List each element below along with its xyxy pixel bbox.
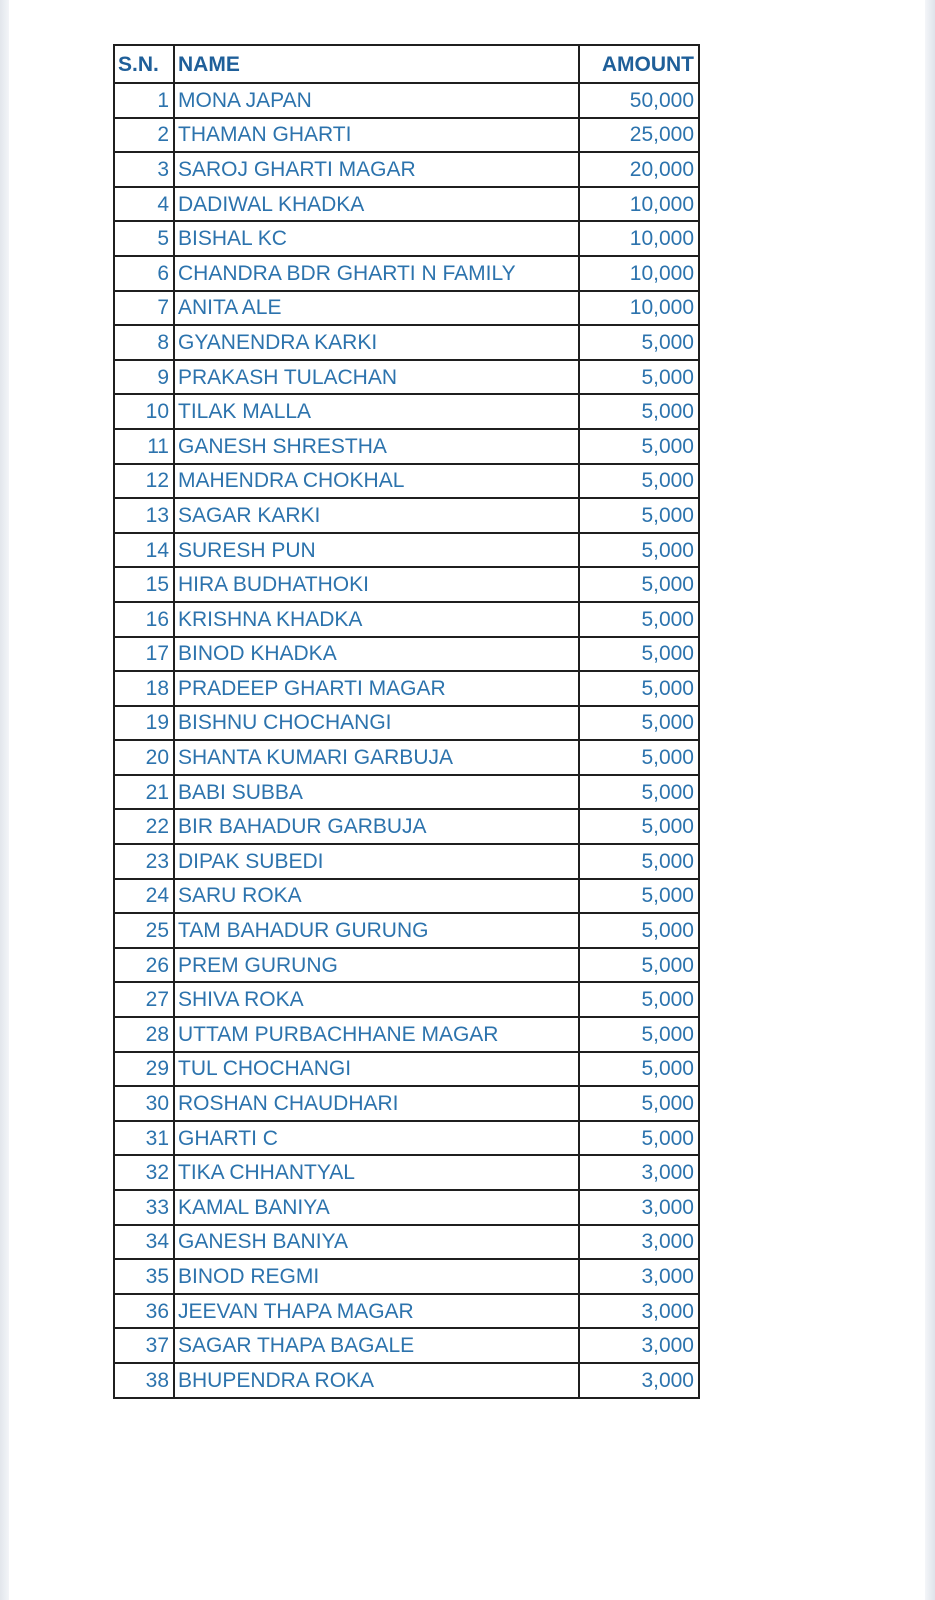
table-row <box>114 1086 699 1121</box>
donor-name-cell: DADIWAL KHADKA <box>174 187 579 222</box>
amount-cell: 5,000 <box>579 913 699 948</box>
table-row <box>114 498 699 533</box>
serial-number-cell: 28 <box>114 1017 174 1052</box>
serial-number-cell: 30 <box>114 1086 174 1121</box>
donor-name-cell: BHUPENDRA ROKA <box>174 1363 579 1398</box>
amount-cell: 5,000 <box>579 879 699 914</box>
table-row <box>114 1052 699 1087</box>
amount-cell: 10,000 <box>579 187 699 222</box>
table-row <box>114 291 699 326</box>
amount-cell: 5,000 <box>579 740 699 775</box>
donor-name-cell: TAM BAHADUR GURUNG <box>174 913 579 948</box>
table-row <box>114 464 699 499</box>
donor-name-cell: MAHENDRA CHOKHAL <box>174 464 579 499</box>
serial-number-cell: 15 <box>114 567 174 602</box>
serial-number-cell: 5 <box>114 221 174 256</box>
amount-cell: 5,000 <box>579 706 699 741</box>
name-column-header: NAME <box>174 45 579 83</box>
serial-number-cell: 36 <box>114 1294 174 1329</box>
donor-name-cell: KRISHNA KHADKA <box>174 602 579 637</box>
table-row <box>114 429 699 464</box>
donor-name-cell: GANESH BANIYA <box>174 1225 579 1260</box>
donor-name-cell: MONA JAPAN <box>174 83 579 118</box>
table-row <box>114 775 699 810</box>
table-row <box>114 152 699 187</box>
table-row <box>114 1259 699 1294</box>
amount-cell: 20,000 <box>579 152 699 187</box>
donor-name-cell: TUL CHOCHANGI <box>174 1052 579 1087</box>
table-row <box>114 221 699 256</box>
amount-cell: 5,000 <box>579 844 699 879</box>
donor-name-cell: BINOD REGMI <box>174 1259 579 1294</box>
amount-cell: 5,000 <box>579 533 699 568</box>
serial-number-cell: 16 <box>114 602 174 637</box>
serial-number-cell: 9 <box>114 360 174 395</box>
amount-cell: 5,000 <box>579 775 699 810</box>
amount-cell: 3,000 <box>579 1363 699 1398</box>
amount-column-header: AMOUNT <box>579 45 699 83</box>
serial-number-cell: 13 <box>114 498 174 533</box>
serial-number-cell: 18 <box>114 671 174 706</box>
amount-cell: 5,000 <box>579 948 699 983</box>
header-row <box>114 45 699 83</box>
table-row <box>114 325 699 360</box>
left-page-edge <box>0 0 9 1600</box>
serial-number-cell: 8 <box>114 325 174 360</box>
serial-number-cell: 33 <box>114 1190 174 1225</box>
donor-name-cell: BINOD KHADKA <box>174 637 579 672</box>
table-row <box>114 637 699 672</box>
amount-cell: 3,000 <box>579 1259 699 1294</box>
amount-cell: 3,000 <box>579 1155 699 1190</box>
serial-number-cell: 25 <box>114 913 174 948</box>
serial-number-cell: 35 <box>114 1259 174 1294</box>
amount-cell: 5,000 <box>579 429 699 464</box>
amount-cell: 5,000 <box>579 394 699 429</box>
amount-cell: 5,000 <box>579 360 699 395</box>
table-row <box>114 256 699 291</box>
serial-number-cell: 34 <box>114 1225 174 1260</box>
table-row <box>114 706 699 741</box>
table-row <box>114 83 699 118</box>
table-row <box>114 913 699 948</box>
donor-name-cell: GYANENDRA KARKI <box>174 325 579 360</box>
donor-name-cell: GANESH SHRESTHA <box>174 429 579 464</box>
table-row <box>114 844 699 879</box>
table-row <box>114 948 699 983</box>
donor-name-cell: SURESH PUN <box>174 533 579 568</box>
sn-column-header: S.N. <box>114 45 174 83</box>
serial-number-cell: 24 <box>114 879 174 914</box>
table-row <box>114 1190 699 1225</box>
amount-cell: 5,000 <box>579 1052 699 1087</box>
donor-name-cell: PREM GURUNG <box>174 948 579 983</box>
amount-cell: 10,000 <box>579 256 699 291</box>
serial-number-cell: 31 <box>114 1121 174 1156</box>
serial-number-cell: 26 <box>114 948 174 983</box>
amount-cell: 10,000 <box>579 221 699 256</box>
serial-number-cell: 6 <box>114 256 174 291</box>
serial-number-cell: 11 <box>114 429 174 464</box>
table-body <box>114 83 699 1398</box>
donor-name-cell: ANITA ALE <box>174 291 579 326</box>
serial-number-cell: 14 <box>114 533 174 568</box>
serial-number-cell: 2 <box>114 118 174 153</box>
donor-name-cell: PRAKASH TULACHAN <box>174 360 579 395</box>
donor-name-cell: KAMAL BANIYA <box>174 1190 579 1225</box>
table-row <box>114 602 699 637</box>
donor-name-cell: BIR BAHADUR GARBUJA <box>174 809 579 844</box>
table-row <box>114 1294 699 1329</box>
amount-cell: 5,000 <box>579 671 699 706</box>
serial-number-cell: 32 <box>114 1155 174 1190</box>
table-row <box>114 671 699 706</box>
serial-number-cell: 29 <box>114 1052 174 1087</box>
amount-cell: 5,000 <box>579 325 699 360</box>
table-row <box>114 1225 699 1260</box>
table-row <box>114 118 699 153</box>
amount-cell: 5,000 <box>579 1121 699 1156</box>
table-row <box>114 740 699 775</box>
serial-number-cell: 21 <box>114 775 174 810</box>
serial-number-cell: 22 <box>114 809 174 844</box>
donor-name-cell: SAGAR KARKI <box>174 498 579 533</box>
amount-cell: 5,000 <box>579 1017 699 1052</box>
amount-cell: 10,000 <box>579 291 699 326</box>
amount-cell: 5,000 <box>579 1086 699 1121</box>
serial-number-cell: 1 <box>114 83 174 118</box>
amount-cell: 5,000 <box>579 602 699 637</box>
donor-name-cell: DIPAK SUBEDI <box>174 844 579 879</box>
table-row <box>114 1017 699 1052</box>
donor-name-cell: SHIVA ROKA <box>174 982 579 1017</box>
donor-name-cell: BABI SUBBA <box>174 775 579 810</box>
donor-name-cell: SAGAR THAPA BAGALE <box>174 1328 579 1363</box>
amount-cell: 5,000 <box>579 498 699 533</box>
donor-name-cell: PRADEEP GHARTI MAGAR <box>174 671 579 706</box>
amount-cell: 3,000 <box>579 1328 699 1363</box>
donor-name-cell: HIRA BUDHATHOKI <box>174 567 579 602</box>
donation-sheet <box>113 44 700 1399</box>
table-row <box>114 187 699 222</box>
serial-number-cell: 7 <box>114 291 174 326</box>
amount-cell: 5,000 <box>579 464 699 499</box>
serial-number-cell: 27 <box>114 982 174 1017</box>
donor-name-cell: GHARTI C <box>174 1121 579 1156</box>
donor-name-cell: THAMAN GHARTI <box>174 118 579 153</box>
donor-name-cell: TIKA CHHANTYAL <box>174 1155 579 1190</box>
serial-number-cell: 37 <box>114 1328 174 1363</box>
right-page-edge <box>925 0 935 1600</box>
serial-number-cell: 3 <box>114 152 174 187</box>
serial-number-cell: 12 <box>114 464 174 499</box>
serial-number-cell: 19 <box>114 706 174 741</box>
donor-name-cell: BISHAL KC <box>174 221 579 256</box>
donor-name-cell: SARU ROKA <box>174 879 579 914</box>
donor-name-cell: UTTAM PURBACHHANE MAGAR <box>174 1017 579 1052</box>
table-row <box>114 1363 699 1398</box>
amount-cell: 25,000 <box>579 118 699 153</box>
table-row <box>114 879 699 914</box>
amount-cell: 3,000 <box>579 1294 699 1329</box>
amount-cell: 50,000 <box>579 83 699 118</box>
amount-cell: 5,000 <box>579 567 699 602</box>
table-row <box>114 360 699 395</box>
donor-name-cell: ROSHAN CHAUDHARI <box>174 1086 579 1121</box>
serial-number-cell: 17 <box>114 637 174 672</box>
donor-name-cell: BISHNU CHOCHANGI <box>174 706 579 741</box>
serial-number-cell: 23 <box>114 844 174 879</box>
table-row <box>114 1155 699 1190</box>
donation-table <box>113 44 700 1399</box>
amount-cell: 5,000 <box>579 809 699 844</box>
donor-name-cell: CHANDRA BDR GHARTI N FAMILY <box>174 256 579 291</box>
table-row <box>114 533 699 568</box>
table-row <box>114 567 699 602</box>
table-row <box>114 982 699 1017</box>
table-row <box>114 1328 699 1363</box>
amount-cell: 5,000 <box>579 637 699 672</box>
donor-name-cell: TILAK MALLA <box>174 394 579 429</box>
serial-number-cell: 4 <box>114 187 174 222</box>
table-row <box>114 1121 699 1156</box>
amount-cell: 3,000 <box>579 1225 699 1260</box>
amount-cell: 5,000 <box>579 982 699 1017</box>
amount-cell: 3,000 <box>579 1190 699 1225</box>
table-row <box>114 809 699 844</box>
serial-number-cell: 38 <box>114 1363 174 1398</box>
donor-name-cell: JEEVAN THAPA MAGAR <box>174 1294 579 1329</box>
donor-name-cell: SHANTA KUMARI GARBUJA <box>174 740 579 775</box>
serial-number-cell: 10 <box>114 394 174 429</box>
table-row <box>114 394 699 429</box>
donor-name-cell: SAROJ GHARTI MAGAR <box>174 152 579 187</box>
serial-number-cell: 20 <box>114 740 174 775</box>
